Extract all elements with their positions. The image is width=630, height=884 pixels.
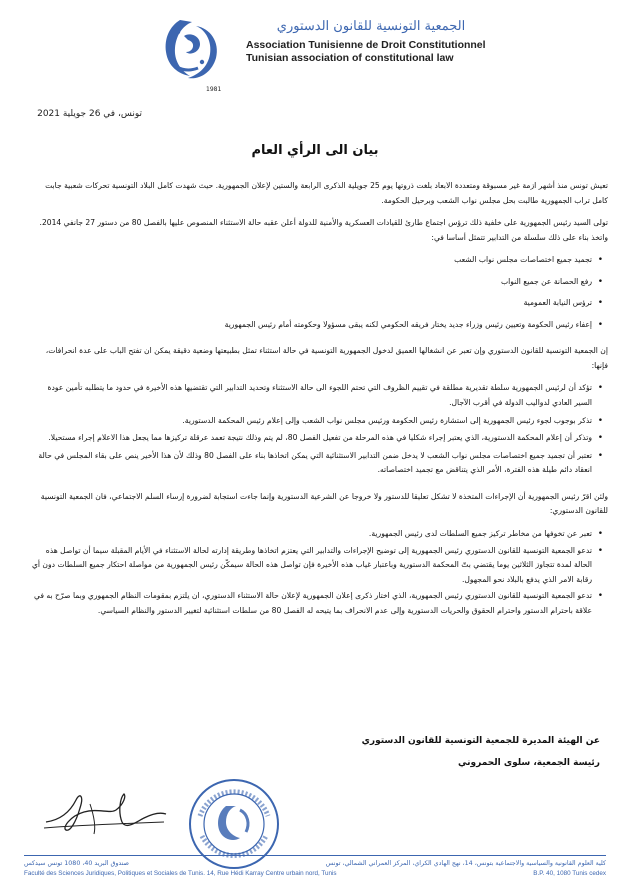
list-item: • تدعو الجمعية التونسية للقانون الدستوري رئيس الجمهورية، الذي اختار ذكرى إعلان الجمهورية لإعلان حالة الاستثناء الدستوري، ان يلتزم بمقومات النظام الجمهوري وبما صرّح به في علاقة باحترام الدستور واحترام الحقوق والحريات الدستورية وإلى عدم الانحراف بما يتيحه له الفصل 80 من سلطات استثنائية لتغيير الدستور والنظام السياسي. — [30, 589, 592, 618]
list-item: • تدعو الجمعية التونسية للقانون الدستوري رئيس الجمهورية إلى توضيح الإجراءات والتدابير التي يعتزم اتخاذها وطريقة إدارته لحالة الاستثناء في الأيام المقبلة سيما أن تواصل هذه الحالة لمدة تتجاوز الثلاثين يوما يقتضي بتّ المحكمة الدستورية وباعتبار غياب هذه الأخيرة فإن تواصل هذه الحالة سيمكّن رئيس الجمهورية من مواصلة احتكار جميع السلطات دون أي رقابة الامر الذي يدفع بالبلاد نحو المجهول. — [30, 544, 592, 588]
list-item: • إعفاء رئيس الحكومة وتعيين رئيس وزراء جديد يختار فريقه الحكومي لكنه يبقى مسؤولا وحكومته أمام رئيس الجمهورية — [30, 318, 592, 333]
list-item: • تؤكد أن لرئيس الجمهورية سلطة تقديرية مطلقة في تقييم الظروف التي تحتم اللجوء الى حالة الاستثناء وتحديد التدابير التي تقتضيها هذه الأخيرة في حدود ما يتطلبه تأمين عودة السير العادي لدواليب الدولة في أقرب الآجال. — [30, 381, 592, 410]
footer-po-box-arabic: صندوق البريد 40، 1080 تونس سيدكس — [24, 860, 129, 867]
paragraph-president: ولئن اقرّ رئيس الجمهورية أن الإجراءات المتخذة لا تشكل تعليقا للدستور ولا خروجا عن الشرعية الدستورية وإنما جاءت استجابة لضرورة إرساء السلم الاجتماعي، فان الجمعية التونسية للقانون الدستوري: — [40, 491, 608, 516]
paragraph-intro: تعيش تونس منذ أشهر ازمة غير مسبوقة ومتعددة الابعاد بلغت ذروتها يوم 25 جويلية الذكرى الرابعة والستين لإعلان الجمهورية. حيث شهدت كامل البلاد التونسية تحركات شعبية جابت كامل تراب الجمهورية طالبت بحل مجلس نواب الشعب وبرحيل الحكومة. — [45, 181, 608, 205]
list-item: • تذكر بوجوب لجوء رئيس الجمهورية إلى استشارة رئيس الحكومة ورئيس مجلس نواب الشعب وإلى إعلام رئيس المحكمة الدستورية. — [30, 414, 592, 429]
list-item: • تعبر عن تخوفها من مخاطر تركيز جميع السلطات لدى رئيس الجمهورية. — [30, 527, 592, 542]
footer-rule — [24, 855, 606, 856]
footer-address-arabic: كلية العلوم القانونية والسياسية والاجتماعية بتونس، 14، نهج الهادي الكراي، المركز العمراني الشمالي، تونس — [325, 860, 606, 867]
list-item: • رفع الحصانة عن جميع النواب — [30, 275, 592, 290]
measures-list — [30, 253, 608, 332]
association-stamp-icon — [186, 776, 282, 872]
paragraph-measures-intro: تولى السيد رئيس الجمهورية على خلفية ذلك ترؤس اجتماع طارئ للقيادات العسكرية والأمنية للدولة أعلن عقبه حالة الاستثناء المنصوص عليها بالفصل 80 من دستور 27 جانفي 2014. واتخذ بناء على ذلك سلسلة من التدابير تتمثل أساسا في: — [39, 218, 608, 242]
footer-address-french: Faculté des Sciences Juridiques, Politiques et Sociales de Tunis. 14, Rue Hédi Karray Centre urbain nord, Tunis — [24, 870, 337, 877]
signatory-body: عن الهيئة المديرة للجمعية التونسية للقانون الدستوري — [361, 736, 600, 746]
founded-year: 1981 — [206, 86, 222, 93]
list-item: • وتذكر أن إعلام المحكمة الدستورية، الذي يعتبر إجراء شكليا في هذه المرحلة من تفعيل الفصل 80، لم يتم وذلك نتيجة تعمد عرقلة تركيزها مما يجعل هذا الاعلام إجراء مستحيلا. — [30, 431, 592, 446]
letterhead-text — [246, 18, 496, 65]
footer-po-box-french: B.P. 40, 1080 Tunis cedex — [533, 870, 606, 877]
association-name-arabic: الجمعية التونسية للقانون الدستوري — [276, 19, 466, 34]
association-name-english: Tunisian association of constitutional law — [246, 52, 454, 64]
letterhead — [150, 12, 490, 96]
positions-list — [30, 381, 608, 478]
letter-date: تونس، في 26 جويلية 2021 — [37, 109, 142, 119]
list-item: • ترؤس النيابة العمومية — [30, 296, 592, 311]
concerns-list — [30, 527, 608, 619]
association-logo-icon — [150, 12, 230, 96]
signatory-name: رئيسة الجمعية، سلوى الحمروني — [458, 758, 600, 768]
paragraph-concern: إن الجمعية التونسية للقانون الدستوري وإن تعبر عن انشغالها العميق لدخول الجمهورية التونسية في حالة استثناء تمثل بطبيعتها وضعية دقيقة يمكن ان تفتح الباب على عدة انحرافات، فإنها: — [45, 346, 608, 370]
statement-body — [30, 179, 608, 621]
list-item: • تعتبر أن تجميد جميع اختصاصات مجلس نواب الشعب لا يدخل ضمن التدابير الاستثنائية التي يمكن اتخاذها بناء على الفصل 80 وذلك لأن هذا الأخير ينص على بقاء المجلس في حالة انعقاد دائم طيلة هذه الفترة، الأمر الذي يتناقض مع تجميد اختصاصاته. — [30, 449, 592, 478]
statement-title: بيان الى الرأي العام — [251, 143, 379, 158]
handwritten-signature-icon — [40, 782, 170, 842]
list-item: • تجميد جميع اختصاصات مجلس نواب الشعب — [30, 253, 592, 268]
association-name-french: Association Tunisienne de Droit Constitutionnel — [246, 39, 486, 51]
signature-block — [340, 730, 600, 774]
